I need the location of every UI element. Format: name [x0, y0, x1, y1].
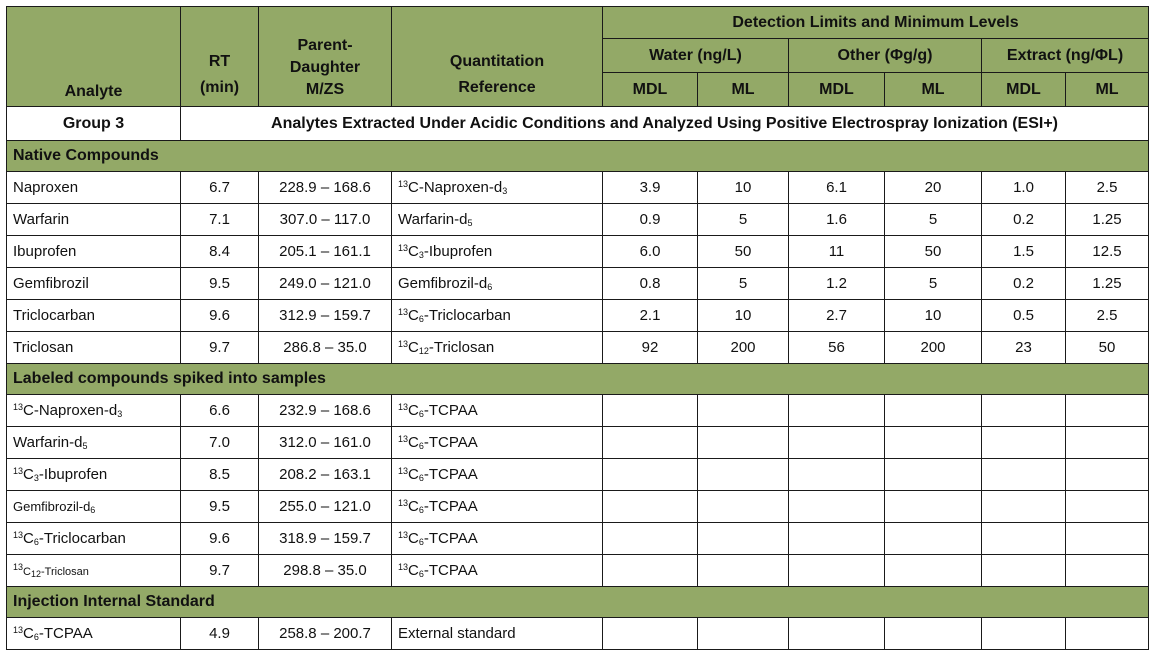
mz-cell: 258.8 – 200.7: [259, 618, 392, 650]
table-row: [7, 172, 1149, 204]
omdl-cell: [789, 427, 885, 459]
quant-ref-cell-sub: 12: [418, 346, 429, 356]
header-rt-unit: (min): [199, 79, 240, 96]
section-native: [7, 141, 1149, 172]
eml-cell: [1066, 555, 1149, 587]
emdl-cell: 1.0: [982, 172, 1066, 204]
wmdl-cell: [603, 459, 698, 491]
wmdl-cell: 0.8: [603, 268, 698, 300]
analyte-cell-post: -Triclocarban: [38, 530, 126, 547]
analyte-cell-sub: 12: [30, 569, 41, 579]
quant-ref-cell-post: -Triclosan: [428, 339, 495, 356]
quant-ref-cell-pre: 13: [398, 562, 409, 572]
eml-cell: 50: [1066, 332, 1149, 364]
quant-ref-cell-main: C: [408, 243, 419, 260]
analyte-cell-main: C: [23, 625, 34, 642]
rt-cell: 6.7: [181, 172, 259, 204]
header-parent-line1: Parent-: [297, 37, 353, 54]
quant-ref-cell-sub: 6: [418, 505, 424, 515]
rt-cell: 9.5: [181, 268, 259, 300]
analyte-cell-sub: 3: [117, 409, 123, 419]
rt-cell: 9.5: [181, 491, 259, 523]
rt-cell: 6.6: [181, 395, 259, 427]
rt-cell: 9.6: [181, 523, 259, 555]
quant-ref-cell-post: -TCPAA: [423, 498, 478, 515]
quant-ref-cell: [392, 236, 603, 268]
analyte-cell-main: C-Naproxen-d: [23, 402, 118, 419]
quant-ref-cell-post: -TCPAA: [423, 530, 478, 547]
wmdl-cell: [603, 395, 698, 427]
wml-cell: 10: [698, 172, 789, 204]
quant-ref-cell-post: -TCPAA: [423, 434, 478, 451]
analyte-cell-post: -Ibuprofen: [38, 466, 108, 483]
wml-cell: 10: [698, 300, 789, 332]
quant-ref-cell: [392, 172, 603, 204]
quant-ref-cell-sub: 5: [467, 218, 473, 228]
table-row: [7, 427, 1149, 459]
oml-cell: 5: [885, 204, 982, 236]
header-rt-label: RT: [208, 53, 231, 70]
header-other-mdl: MDL: [789, 73, 885, 107]
quant-ref-cell-pre: 13: [398, 339, 409, 349]
header-parent-line3: M/ZS: [305, 81, 345, 98]
wmdl-cell: [603, 523, 698, 555]
eml-cell: [1066, 523, 1149, 555]
omdl-cell: [789, 555, 885, 587]
analyte-cell: [7, 172, 181, 204]
omdl-cell: [789, 618, 885, 650]
table-row: [7, 300, 1149, 332]
omdl-cell: [789, 459, 885, 491]
eml-cell: 2.5: [1066, 172, 1149, 204]
wmdl-cell: [603, 427, 698, 459]
eml-cell: [1066, 491, 1149, 523]
eml-cell: [1066, 427, 1149, 459]
quant-ref-cell: [392, 300, 603, 332]
quant-ref-cell: [392, 204, 603, 236]
wml-cell: 200: [698, 332, 789, 364]
oml-cell: 5: [885, 268, 982, 300]
group-label: Group 3: [7, 107, 181, 141]
quant-ref-cell-sub: 3: [418, 250, 424, 260]
rt-cell: 7.1: [181, 204, 259, 236]
analyte-cell-main: C: [23, 530, 34, 547]
quant-ref-cell-main: Warfarin-d: [398, 211, 468, 228]
analyte-cell-post: -TCPAA: [38, 625, 93, 642]
analyte-cell-sub: 5: [82, 441, 88, 451]
oml-cell: [885, 427, 982, 459]
analyte-cell-main: Triclocarban: [13, 307, 95, 324]
rt-cell: 8.5: [181, 459, 259, 491]
mz-cell: 298.8 – 35.0: [259, 555, 392, 587]
quant-ref-cell-sub: 6: [418, 409, 424, 419]
wmdl-cell: 2.1: [603, 300, 698, 332]
section-injection: [7, 587, 1149, 618]
emdl-cell: [982, 427, 1066, 459]
oml-cell: [885, 395, 982, 427]
wml-cell: [698, 395, 789, 427]
mz-cell: 228.9 – 168.6: [259, 172, 392, 204]
analyte-cell-sub: 6: [33, 632, 39, 642]
quant-ref-cell: [392, 427, 603, 459]
oml-cell: [885, 491, 982, 523]
emdl-cell: [982, 555, 1066, 587]
emdl-cell: 0.5: [982, 300, 1066, 332]
analyte-cell: [7, 300, 181, 332]
quant-ref-cell-main: Gemfibrozil-d: [398, 275, 488, 292]
mz-cell: 307.0 – 117.0: [259, 204, 392, 236]
analyte-cell-main: Gemfibrozil-d: [13, 498, 91, 514]
wmdl-cell: [603, 618, 698, 650]
rt-cell: 9.7: [181, 555, 259, 587]
rt-cell: 9.7: [181, 332, 259, 364]
quant-ref-cell: [392, 555, 603, 587]
analyte-cell-main: Warfarin-d: [13, 434, 83, 451]
quant-ref-cell-main: C: [408, 562, 419, 579]
omdl-cell: 1.6: [789, 204, 885, 236]
mz-cell: 205.1 – 161.1: [259, 236, 392, 268]
omdl-cell: [789, 395, 885, 427]
mz-cell: 318.9 – 159.7: [259, 523, 392, 555]
eml-cell: 12.5: [1066, 236, 1149, 268]
section-native-title: Native Compounds: [7, 141, 1149, 172]
eml-cell: 1.25: [1066, 204, 1149, 236]
omdl-cell: 6.1: [789, 172, 885, 204]
quant-ref-cell-sub: 6: [418, 569, 424, 579]
analyte-cell-pre: 13: [13, 625, 24, 635]
header-parent-daughter: [259, 7, 392, 107]
header-quantitation: [392, 7, 603, 107]
quant-ref-cell-sub: 6: [418, 314, 424, 324]
group-row: [7, 107, 1149, 141]
emdl-cell: 23: [982, 332, 1066, 364]
table-row: [7, 236, 1149, 268]
analyte-cell-pre: 13: [13, 466, 24, 476]
quant-ref-cell-pre: 13: [398, 243, 409, 253]
header-extract-ml: ML: [1066, 73, 1149, 107]
quant-ref-cell-main: C: [408, 339, 419, 356]
wml-cell: 5: [698, 268, 789, 300]
analyte-cell-main: Naproxen: [13, 179, 79, 196]
quant-ref-cell-main: C: [408, 498, 419, 515]
rt-cell: 4.9: [181, 618, 259, 650]
omdl-cell: 1.2: [789, 268, 885, 300]
analyte-cell-sub: 6: [90, 504, 96, 515]
table-row: [7, 523, 1149, 555]
quant-ref-cell-sub: 6: [487, 282, 493, 292]
eml-cell: [1066, 618, 1149, 650]
table-row: [7, 555, 1149, 587]
analyte-cell-main: Gemfibrozil: [13, 275, 89, 292]
quant-ref-cell-pre: 13: [398, 530, 409, 540]
oml-cell: 200: [885, 332, 982, 364]
wmdl-cell: [603, 491, 698, 523]
wmdl-cell: 92: [603, 332, 698, 364]
analyte-cell: [7, 459, 181, 491]
analyte-cell-main: Ibuprofen: [13, 243, 77, 260]
quant-ref-cell-main: C: [408, 434, 419, 451]
quant-ref-cell-pre: 13: [398, 307, 409, 317]
eml-cell: 1.25: [1066, 268, 1149, 300]
analyte-cell-sub: 6: [33, 537, 39, 547]
header-rt: [181, 7, 259, 107]
emdl-cell: 0.2: [982, 268, 1066, 300]
analyte-cell: [7, 395, 181, 427]
quant-ref-cell: [392, 268, 603, 300]
wml-cell: [698, 427, 789, 459]
quant-ref-cell-post: -Ibuprofen: [423, 243, 493, 260]
analyte-cell: [7, 427, 181, 459]
analyte-cell: [7, 268, 181, 300]
quant-ref-cell: [392, 618, 603, 650]
mz-cell: 255.0 – 121.0: [259, 491, 392, 523]
mz-cell: 286.8 – 35.0: [259, 332, 392, 364]
analyte-cell: [7, 555, 181, 587]
quant-ref-cell-post: -Triclocarban: [423, 307, 511, 324]
analyte-cell-post: -Triclosan: [40, 566, 89, 578]
header-extract: Extract (ng/ΦL): [982, 39, 1149, 73]
quant-ref-cell-main: C-Naproxen-d: [408, 179, 503, 196]
wmdl-cell: 3.9: [603, 172, 698, 204]
quant-ref-cell-sub: 6: [418, 537, 424, 547]
emdl-cell: [982, 523, 1066, 555]
quant-ref-cell-sub: 6: [418, 473, 424, 483]
group-description: Analytes Extracted Under Acidic Conditions and Analyzed Using Positive Electrospray Ionization (ESI+): [181, 107, 1149, 141]
quant-ref-cell-main: External standard: [398, 625, 516, 642]
header-water-ml: ML: [698, 73, 789, 107]
analyte-cell: [7, 491, 181, 523]
header-quant-line2: Reference: [458, 79, 536, 96]
header-analyte: Analyte: [7, 7, 181, 107]
wml-cell: 50: [698, 236, 789, 268]
emdl-cell: [982, 618, 1066, 650]
oml-cell: [885, 555, 982, 587]
quant-ref-cell-pre: 13: [398, 179, 409, 189]
mz-cell: 312.0 – 161.0: [259, 427, 392, 459]
wml-cell: 5: [698, 204, 789, 236]
quant-ref-cell-main: C: [408, 530, 419, 547]
omdl-cell: [789, 491, 885, 523]
section-labeled-title: Labeled compounds spiked into samples: [7, 364, 1149, 395]
mz-cell: 208.2 – 163.1: [259, 459, 392, 491]
oml-cell: 10: [885, 300, 982, 332]
emdl-cell: 1.5: [982, 236, 1066, 268]
emdl-cell: [982, 395, 1066, 427]
header-water: Water (ng/L): [603, 39, 789, 73]
eml-cell: [1066, 459, 1149, 491]
quant-ref-cell-pre: 13: [398, 434, 409, 444]
mz-cell: 249.0 – 121.0: [259, 268, 392, 300]
table-row: [7, 204, 1149, 236]
quant-ref-cell: [392, 491, 603, 523]
mz-cell: 312.9 – 159.7: [259, 300, 392, 332]
table-row: [7, 332, 1149, 364]
header-water-mdl: MDL: [603, 73, 698, 107]
rt-cell: 9.6: [181, 300, 259, 332]
wmdl-cell: 6.0: [603, 236, 698, 268]
section-labeled: [7, 364, 1149, 395]
analyte-cell-main: C: [23, 466, 34, 483]
analyte-cell-main: Warfarin: [13, 211, 70, 228]
oml-cell: 20: [885, 172, 982, 204]
quant-ref-cell-pre: 13: [398, 498, 409, 508]
section-injection-title: Injection Internal Standard: [7, 587, 1149, 618]
header-detection: Detection Limits and Minimum Levels: [603, 7, 1149, 39]
emdl-cell: [982, 459, 1066, 491]
quant-ref-cell-main: C: [408, 466, 419, 483]
quant-ref-cell: [392, 459, 603, 491]
eml-cell: [1066, 395, 1149, 427]
table-row: [7, 491, 1149, 523]
header-other: Other (Φg/g): [789, 39, 982, 73]
quant-ref-cell: [392, 395, 603, 427]
oml-cell: [885, 618, 982, 650]
oml-cell: [885, 523, 982, 555]
header-parent-line2: Daughter: [289, 59, 361, 76]
quant-ref-cell-main: C: [408, 402, 419, 419]
wmdl-cell: [603, 555, 698, 587]
quant-ref-cell: [392, 523, 603, 555]
oml-cell: 50: [885, 236, 982, 268]
table-row: [7, 395, 1149, 427]
emdl-cell: [982, 491, 1066, 523]
quant-ref-cell-sub: 6: [418, 441, 424, 451]
quant-ref-cell-pre: 13: [398, 466, 409, 476]
analyte-cell: [7, 332, 181, 364]
quant-ref-cell-main: C: [408, 307, 419, 324]
mz-cell: 232.9 – 168.6: [259, 395, 392, 427]
wml-cell: [698, 555, 789, 587]
analyte-cell-main: C: [23, 566, 31, 578]
rt-cell: 7.0: [181, 427, 259, 459]
quant-ref-cell-pre: 13: [398, 402, 409, 412]
quant-ref-cell-sub: 3: [502, 186, 508, 196]
wmdl-cell: 0.9: [603, 204, 698, 236]
header-extract-mdl: MDL: [982, 73, 1066, 107]
wml-cell: [698, 618, 789, 650]
header-other-ml: ML: [885, 73, 982, 107]
quant-ref-cell-post: -TCPAA: [423, 466, 478, 483]
analyte-cell: [7, 523, 181, 555]
wml-cell: [698, 459, 789, 491]
rt-cell: 8.4: [181, 236, 259, 268]
analyte-cell: [7, 618, 181, 650]
table-row: [7, 268, 1149, 300]
quant-ref-cell-post: -TCPAA: [423, 402, 478, 419]
wml-cell: [698, 523, 789, 555]
oml-cell: [885, 459, 982, 491]
quant-ref-cell: [392, 332, 603, 364]
omdl-cell: 56: [789, 332, 885, 364]
omdl-cell: [789, 523, 885, 555]
analyte-cell-sub: 3: [33, 473, 39, 483]
emdl-cell: 0.2: [982, 204, 1066, 236]
analyte-cell-pre: 13: [13, 530, 24, 540]
detection-limits-table: [6, 6, 1149, 650]
eml-cell: 2.5: [1066, 300, 1149, 332]
analyte-cell: [7, 204, 181, 236]
omdl-cell: 2.7: [789, 300, 885, 332]
wml-cell: [698, 491, 789, 523]
table-row: [7, 459, 1149, 491]
analyte-cell-pre: 13: [13, 562, 24, 572]
omdl-cell: 11: [789, 236, 885, 268]
table-row: [7, 618, 1149, 650]
header-quant-line1: Quantitation: [449, 53, 545, 70]
quant-ref-cell-post: -TCPAA: [423, 562, 478, 579]
analyte-cell-main: Triclosan: [13, 339, 74, 356]
analyte-cell-pre: 13: [13, 402, 24, 412]
analyte-cell: [7, 236, 181, 268]
